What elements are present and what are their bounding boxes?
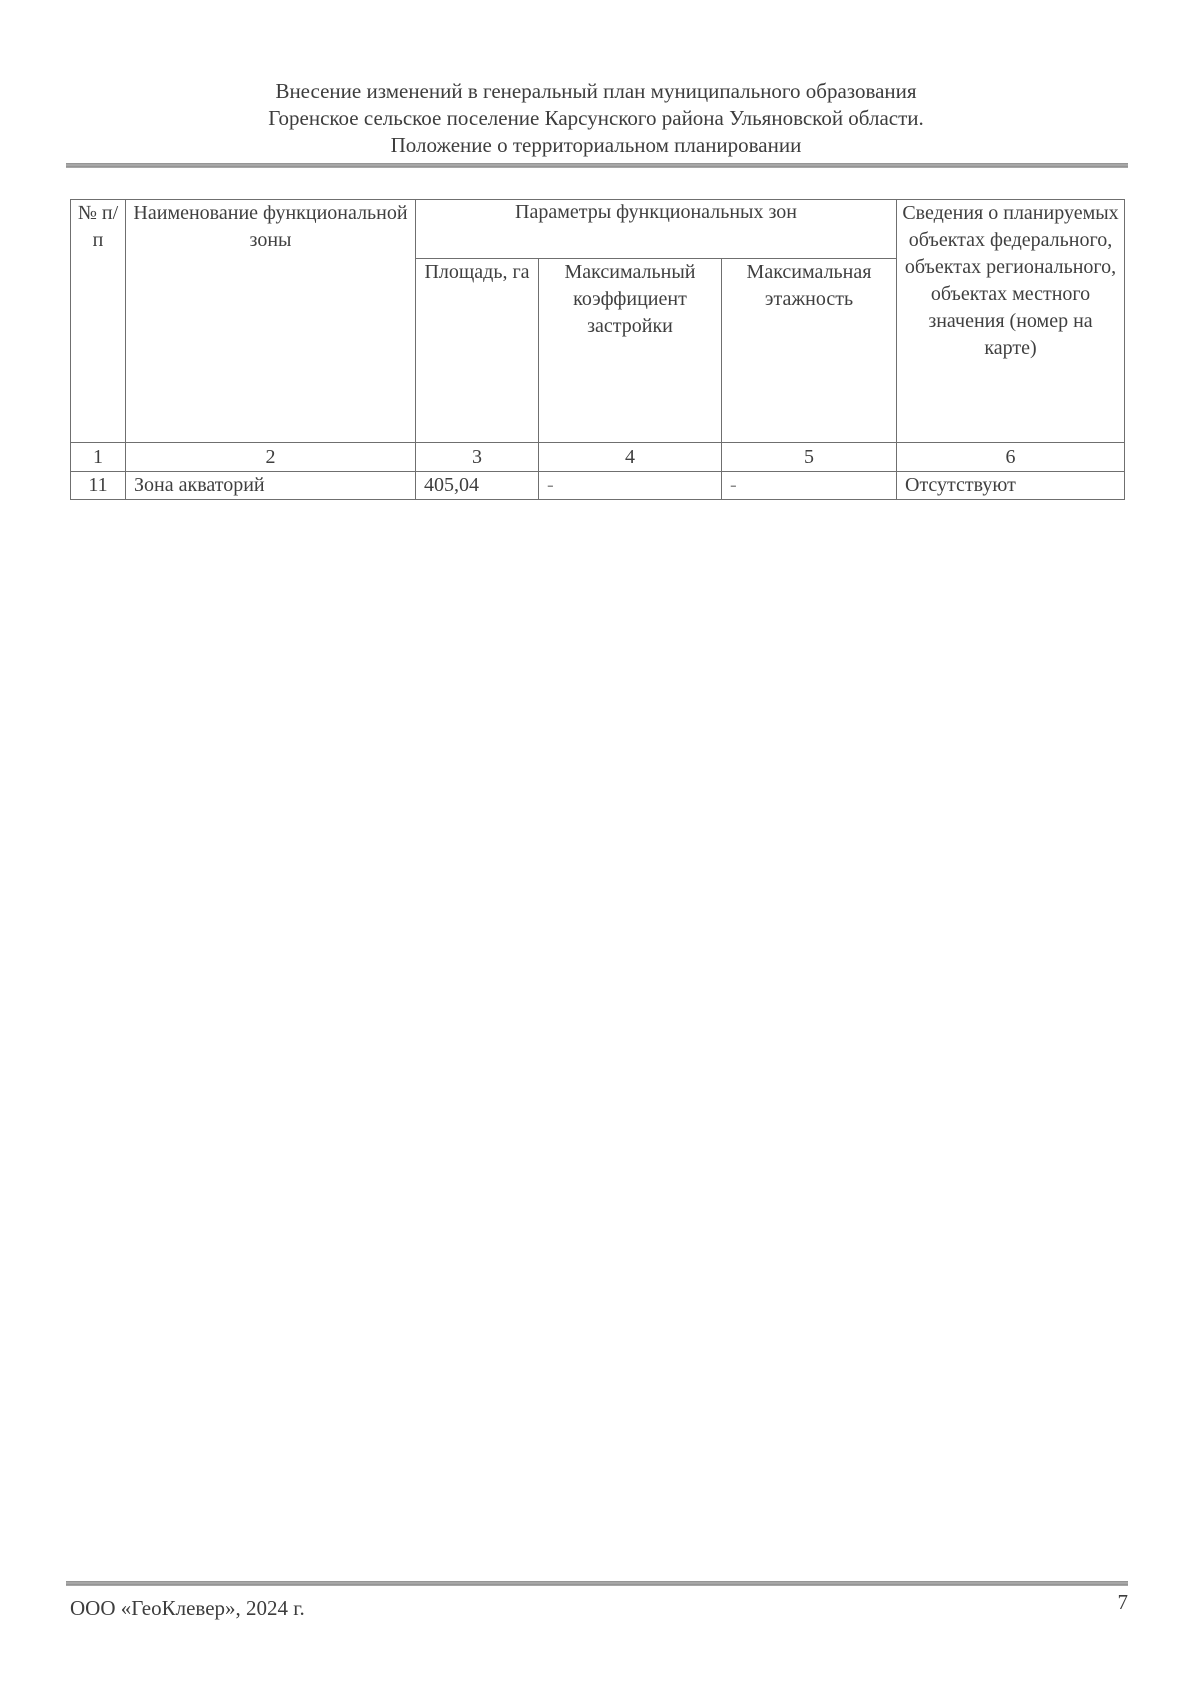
column-number: 2 (126, 443, 416, 472)
footer-divider (66, 1581, 1128, 1586)
row-zone-name: Зона акваторий (126, 472, 416, 500)
column-number: 1 (71, 443, 126, 472)
row-build-coefficient: - (539, 472, 722, 500)
row-planned-objects: Отсутствуют (897, 472, 1125, 500)
header-num: № п/п (71, 200, 126, 443)
table-row (71, 472, 1125, 500)
column-number: 4 (539, 443, 722, 472)
document-header (66, 78, 1126, 159)
column-numbers-row (71, 443, 1125, 472)
column-number: 6 (897, 443, 1125, 472)
header-line-2: Горенское сельское поселение Карсунского района Ульяновской области. (268, 106, 924, 130)
header-params-group: Параметры функциональных зон (416, 200, 897, 259)
row-max-floors: - (722, 472, 897, 500)
header-planned-objects: Сведения о планируемых объектах федерального, объектах регионального, объектах местного значения (номер на карте) (897, 200, 1125, 443)
column-number: 5 (722, 443, 897, 472)
row-num: 11 (71, 472, 126, 500)
header-build-coefficient: Максимальный коэффициент застройки (539, 258, 722, 443)
footer-company: ООО «ГеоКлевер», 2024 г. (70, 1596, 305, 1620)
row-area: 405,04 (416, 472, 539, 500)
functional-zones-table (70, 199, 1125, 500)
table-header-row (71, 200, 1125, 259)
header-area: Площадь, га (416, 258, 539, 443)
page-number: 7 (1117, 1590, 1128, 1614)
column-number: 3 (416, 443, 539, 472)
header-line-3: Положение о территориальном планировании (390, 133, 802, 157)
header-line-1: Внесение изменений в генеральный план муниципального образования (275, 79, 917, 103)
header-zone-name: Наименование функциональной зоны (126, 200, 416, 443)
header-max-floors: Максимальная этажность (722, 258, 897, 443)
header-divider (66, 163, 1128, 168)
